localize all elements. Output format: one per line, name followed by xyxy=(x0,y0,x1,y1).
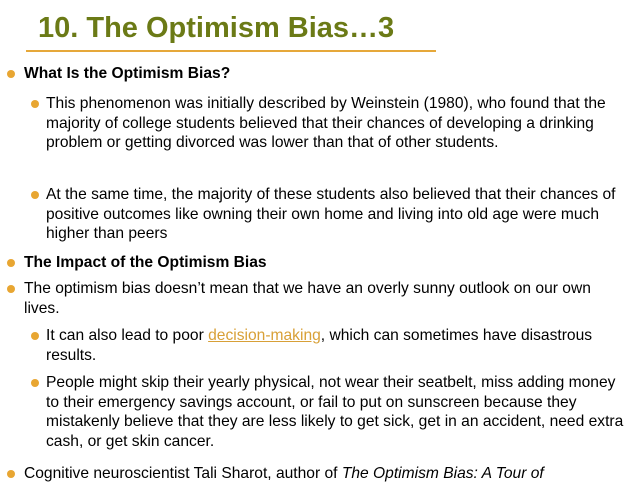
paragraph-sharot: Cognitive neuroscientist Tali Sharot, author of The Optimism Bias: A Tour of xyxy=(24,464,624,484)
bullet-icon xyxy=(31,332,39,340)
bullet-icon xyxy=(31,100,39,108)
decision-making-link[interactable]: decision-making xyxy=(208,327,321,344)
paragraph-decision-making: It can also lead to poor decision-making, which can sometimes have disastrous results. xyxy=(46,326,626,365)
bullet-icon xyxy=(7,259,15,267)
bullet-icon xyxy=(7,470,15,478)
bullet-icon xyxy=(7,70,15,78)
paragraph-positive-outcomes: At the same time, the majority of these students also believed that their chances of positive outcomes like owning their own home and living into old age were much higher than peers xyxy=(46,185,626,244)
paragraph-sunny-outlook: The optimism bias doesn’t mean that we have an overly sunny outlook on our own lives. xyxy=(24,279,624,318)
heading-impact: The Impact of the Optimism Bias xyxy=(24,253,624,273)
bullet-icon xyxy=(7,285,15,293)
slide-title: 10. The Optimism Bias…3 xyxy=(38,12,395,44)
heading-what-is: What Is the Optimism Bias? xyxy=(24,64,624,84)
bullet-icon xyxy=(31,191,39,199)
title-underline xyxy=(26,50,436,52)
paragraph-weinstein: This phenomenon was initially described by Weinstein (1980), who found that the majority of college students believed that their chances of developing a drinking problem or getting divorced was lower than that of other students. xyxy=(46,94,626,153)
paragraph-examples: People might skip their yearly physical, not wear their seatbelt, miss adding money to their emergency savings account, or fail to put on sunscreen because they mistakenly believe that they are less likely to get sick, get in an accident, need extra cash, or get skin cancer. xyxy=(46,373,626,451)
bullet-icon xyxy=(31,379,39,387)
